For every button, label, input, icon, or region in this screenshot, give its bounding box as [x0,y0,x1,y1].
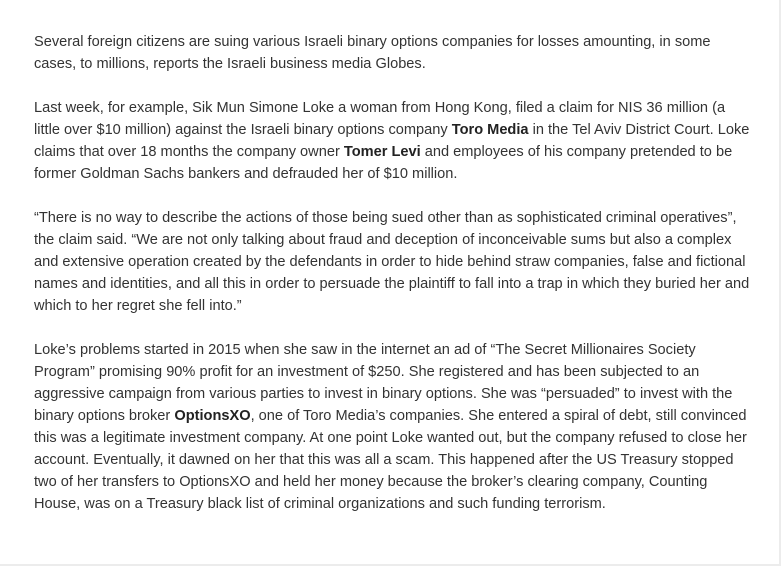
company-name-toro-media: Toro Media [451,122,529,138]
person-name-tomer-levi: Tomer Levi [343,144,421,160]
paragraph-3-text: “There is no way to describe the actions of those being sued other than as sophisticated criminal operatives”, the claim said. “We are not only talking about fraud and deception of inconceivable sums but also a complex and extensive operation created by the defendants in order to hide behind straw companies, false and fictional names and identities, and all this in order to persuade the plaintiff to fall into a trap in which they buried her and which to her regret she fell into.” [34,210,750,314]
paragraph-2-text-3: and employees of his company pretended to be former Goldman Sachs bankers and defrauded her of $10 million. [34,144,733,182]
paragraph-3 [34,207,754,317]
paragraph-2-text-1: Last week, for example, Sik Mun Simone Loke a woman from Hong Kong, filed a claim for NIS 36 million (a little over $10 million) against the Israeli binary options company [34,100,726,138]
paragraph-4 [34,339,754,515]
paragraph-4-text-2: , one of Toro Media’s companies. She entered a spiral of debt, still convinced this was a legitimate investment company. At one point Loke wanted out, but the company refused to close her account. Eventually, it dawned on her that this was all a scam. This happened after the US Treasury stopped two of her transfers to OptionsXO and held her money because the broker’s clearing company, Counting House, was on a Treasury black list of criminal organizations and such funding terrorism. [34,408,747,512]
paragraph-4-text-1: Loke’s problems started in 2015 when she saw in the internet an ad of “The Secret Millionaires Society Program” promising 90% profit for an investment of $250. She registered and has been subjected to an aggressive campaign from various parties to invest in binary options. She was “persuaded” to invest with the binary options broker [34,342,733,424]
paragraph-1-text: Several foreign citizens are suing various Israeli binary options companies for losses amounting, in some cases, to millions, reports the Israeli business media Globes. [34,34,711,72]
paragraph-2 [34,97,754,185]
paragraph-2-text-2: in the Tel Aviv District Court. Loke claims that over 18 months the company owner [34,122,750,160]
broker-name-optionsxo: OptionsXO [174,408,251,424]
article-body [34,31,754,537]
paragraph-1 [34,31,754,75]
